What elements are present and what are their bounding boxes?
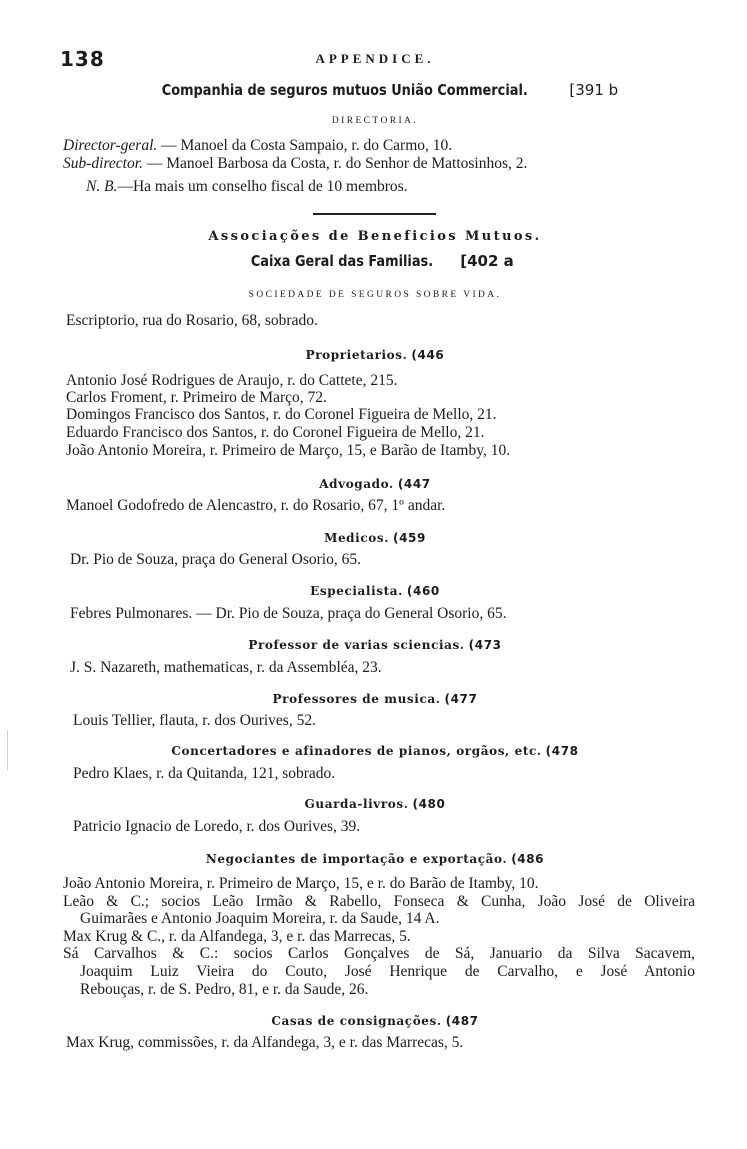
company-line-2	[63, 156, 527, 172]
list-item-continued: Rebouças, r. de S. Pedro, 81, e r. da Saude, 26.	[80, 981, 369, 998]
negociantes-heading: Negociantes de importação e exportação.	[205, 852, 508, 866]
concertadores-heading: Concertadores e afinadores de pianos, orgãos, etc.	[171, 744, 542, 758]
caixa-ref: [402 a	[460, 252, 514, 270]
company-ref: [391 b	[569, 81, 619, 99]
line-label: Sub-director.	[63, 155, 143, 172]
medicos-heading: Medicos.	[324, 531, 389, 545]
proprietarios-ref: (446	[411, 348, 445, 362]
list-item: Domingos Francisco dos Santos, r. do Coronel Figueira de Mello, 21.	[66, 406, 497, 423]
list-item: Pedro Klaes, r. da Quitanda, 121, sobrado.	[73, 765, 336, 782]
list-item: Antonio José Rodrigues de Araujo, r. do Cattete, 215.	[66, 372, 398, 389]
professor-heading: Professor de varias sciencias.	[248, 638, 465, 652]
proprietarios-heading-line	[60, 347, 690, 363]
concertadores-ref: (478	[545, 744, 579, 758]
musica-ref: (477	[444, 692, 478, 706]
company-line-3	[86, 179, 408, 195]
especialista-ref: (460	[406, 584, 440, 598]
line-text: — Manoel da Costa Sampaio, r. do Carmo, 10.	[157, 137, 453, 154]
list-item-continued: Guimarães e Antonio Joaquim Moreira, r. da Saude, 14 A.	[80, 910, 440, 927]
guarda-livros-heading-line	[60, 796, 690, 812]
consignacoes-heading-line	[60, 1013, 690, 1029]
scan-margin-mark	[7, 730, 8, 770]
caixa-title-line	[60, 254, 690, 270]
list-item: João Antonio Moreira, r. Primeiro de Março, 15, e Barão de Itamby, 10.	[66, 442, 511, 459]
negociantes-ref: (486	[511, 852, 545, 866]
list-item: Louis Tellier, flauta, r. dos Ourives, 52.	[73, 712, 316, 729]
office-address: Escriptorio, rua do Rosario, 68, sobrado.	[66, 312, 318, 329]
running-title: APPENDICE.	[315, 51, 435, 66]
proprietarios-heading: Proprietarios.	[305, 348, 408, 362]
section-divider	[313, 213, 436, 215]
guarda-livros-heading: Guarda-livros.	[304, 797, 409, 811]
advogado-ref: (447	[397, 477, 431, 491]
line-text: —Ha mais um conselho fiscal de 10 membros.	[117, 178, 408, 195]
company-title: Companhia de seguros mutuos União Commercial.	[161, 81, 528, 99]
list-item: Carlos Froment, r. Primeiro de Março, 72.	[66, 389, 327, 406]
professor-heading-line	[60, 637, 690, 653]
company-title-line	[60, 83, 690, 99]
concertadores-heading-line	[60, 743, 690, 759]
line-label: N. B.	[86, 178, 118, 195]
especialista-heading-line	[60, 583, 690, 599]
line-label: Director-geral.	[63, 137, 158, 154]
list-item: João Antonio Moreira, r. Primeiro de Março, 15, e r. do Barão de Itamby, 10.	[63, 875, 539, 892]
list-item: Manoel Godofredo de Alencastro, r. do Rosario, 67, 1º andar.	[66, 497, 446, 514]
advogado-heading-line	[60, 476, 690, 492]
musica-heading: Professores de musica.	[272, 692, 441, 706]
caixa-subheading: SOCIEDADE DE SEGUROS SOBRE VIDA.	[248, 290, 502, 300]
medicos-ref: (459	[392, 531, 426, 545]
consignacoes-heading: Casas de consignações.	[271, 1014, 442, 1028]
caixa-title: Caixa Geral das Familias.	[251, 252, 434, 270]
list-item: Dr. Pio de Souza, praça do General Osorio, 65.	[70, 551, 361, 568]
negociantes-heading-line	[60, 851, 690, 867]
list-item: Febres Pulmonares. — Dr. Pio de Souza, praça do General Osorio, 65.	[70, 605, 507, 622]
company-subheading: DIRECTORIA.	[331, 116, 419, 126]
advogado-heading: Advogado.	[319, 477, 394, 491]
list-item: Patricio Ignacio de Loredo, r. dos Ourives, 39.	[73, 818, 361, 835]
company-line-1	[63, 138, 452, 154]
list-item: Eduardo Francisco dos Santos, r. do Coronel Figueira de Mello, 21.	[66, 424, 485, 441]
medicos-heading-line	[60, 530, 690, 546]
line-text: — Manoel Barbosa da Costa, r. do Senhor de Mattosinhos, 2.	[142, 155, 528, 172]
list-item-continued: Joaquim Luiz Vieira do Couto, José Henrique de Carvalho, e José Antonio	[80, 963, 695, 980]
running-header	[60, 47, 690, 71]
page-number: 138	[60, 47, 105, 71]
especialista-heading: Especialista.	[310, 584, 403, 598]
list-item: Sá Carvalhos & C.: socios Carlos Gonçalves de Sá, Januario da Silva Sacavem,	[63, 945, 695, 962]
list-item: Leão & C.; socios Leão Irmão & Rabello, Fonseca & Cunha, João José de Oliveira	[63, 893, 695, 910]
associations-title: Associações de Beneficios Mutuos.	[208, 229, 542, 244]
guarda-livros-ref: (480	[412, 797, 446, 811]
professor-ref: (473	[468, 638, 502, 652]
musica-heading-line	[60, 691, 690, 707]
consignacoes-ref: (487	[445, 1014, 479, 1028]
list-item: Max Krug & C., r. da Alfandega, 3, e r. das Marrecas, 5.	[63, 928, 411, 945]
list-item: Max Krug, commissões, r. da Alfandega, 3, e r. das Marrecas, 5.	[66, 1034, 464, 1051]
list-item: J. S. Nazareth, mathematicas, r. da Assembléa, 23.	[70, 659, 382, 676]
